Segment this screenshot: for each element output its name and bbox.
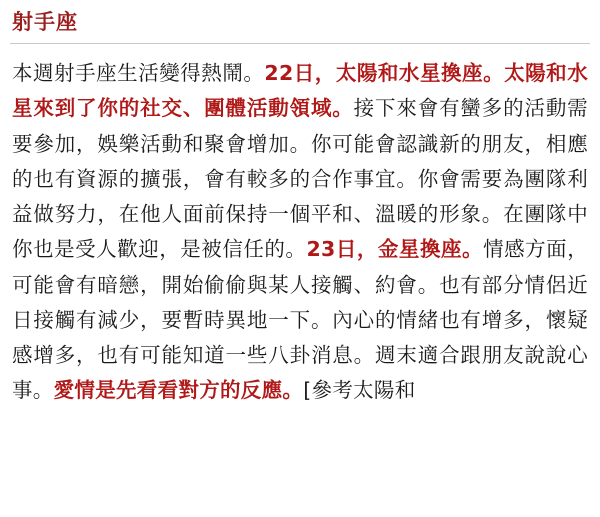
article-text-run: 本週射手座生活變得熱鬧。 (12, 61, 265, 86)
article-body (0, 44, 600, 409)
page-title: 射手座 (12, 10, 78, 34)
article-text-run: 接下來會有蠻多的活動需要參加，娛樂活動和聚會增加。你可能會認識新的朋友，相應的也有資源的擴張，會有較多的合作事宜。你會需要為團隊利益做努力，在他人面前保持一個平和、溫暖的形象。在團隊中你也是受人歡迎，是被信任的。 (12, 96, 588, 262)
article-highlight-run: 23日，金星換座。 (306, 237, 484, 262)
article-text-run: [參考太陽和 (303, 378, 416, 403)
article-text-run: 情感方面，可能會有暗戀，開始偷偷與某人接觸、約會。也有部分情侶近日接觸有減少，要暫時異地一下。內心的情緒也有增多，懷疑感增多，也有可能知道一些八卦消息。週末適合跟朋友說說心事。 (12, 237, 588, 403)
article-highlight-run: 22日，太陽和水星換座。太陽和水星來到了你的社交、團體活動領域。 (12, 61, 588, 121)
article-highlight-run: 愛情是先看看對方的反應。 (53, 378, 304, 403)
